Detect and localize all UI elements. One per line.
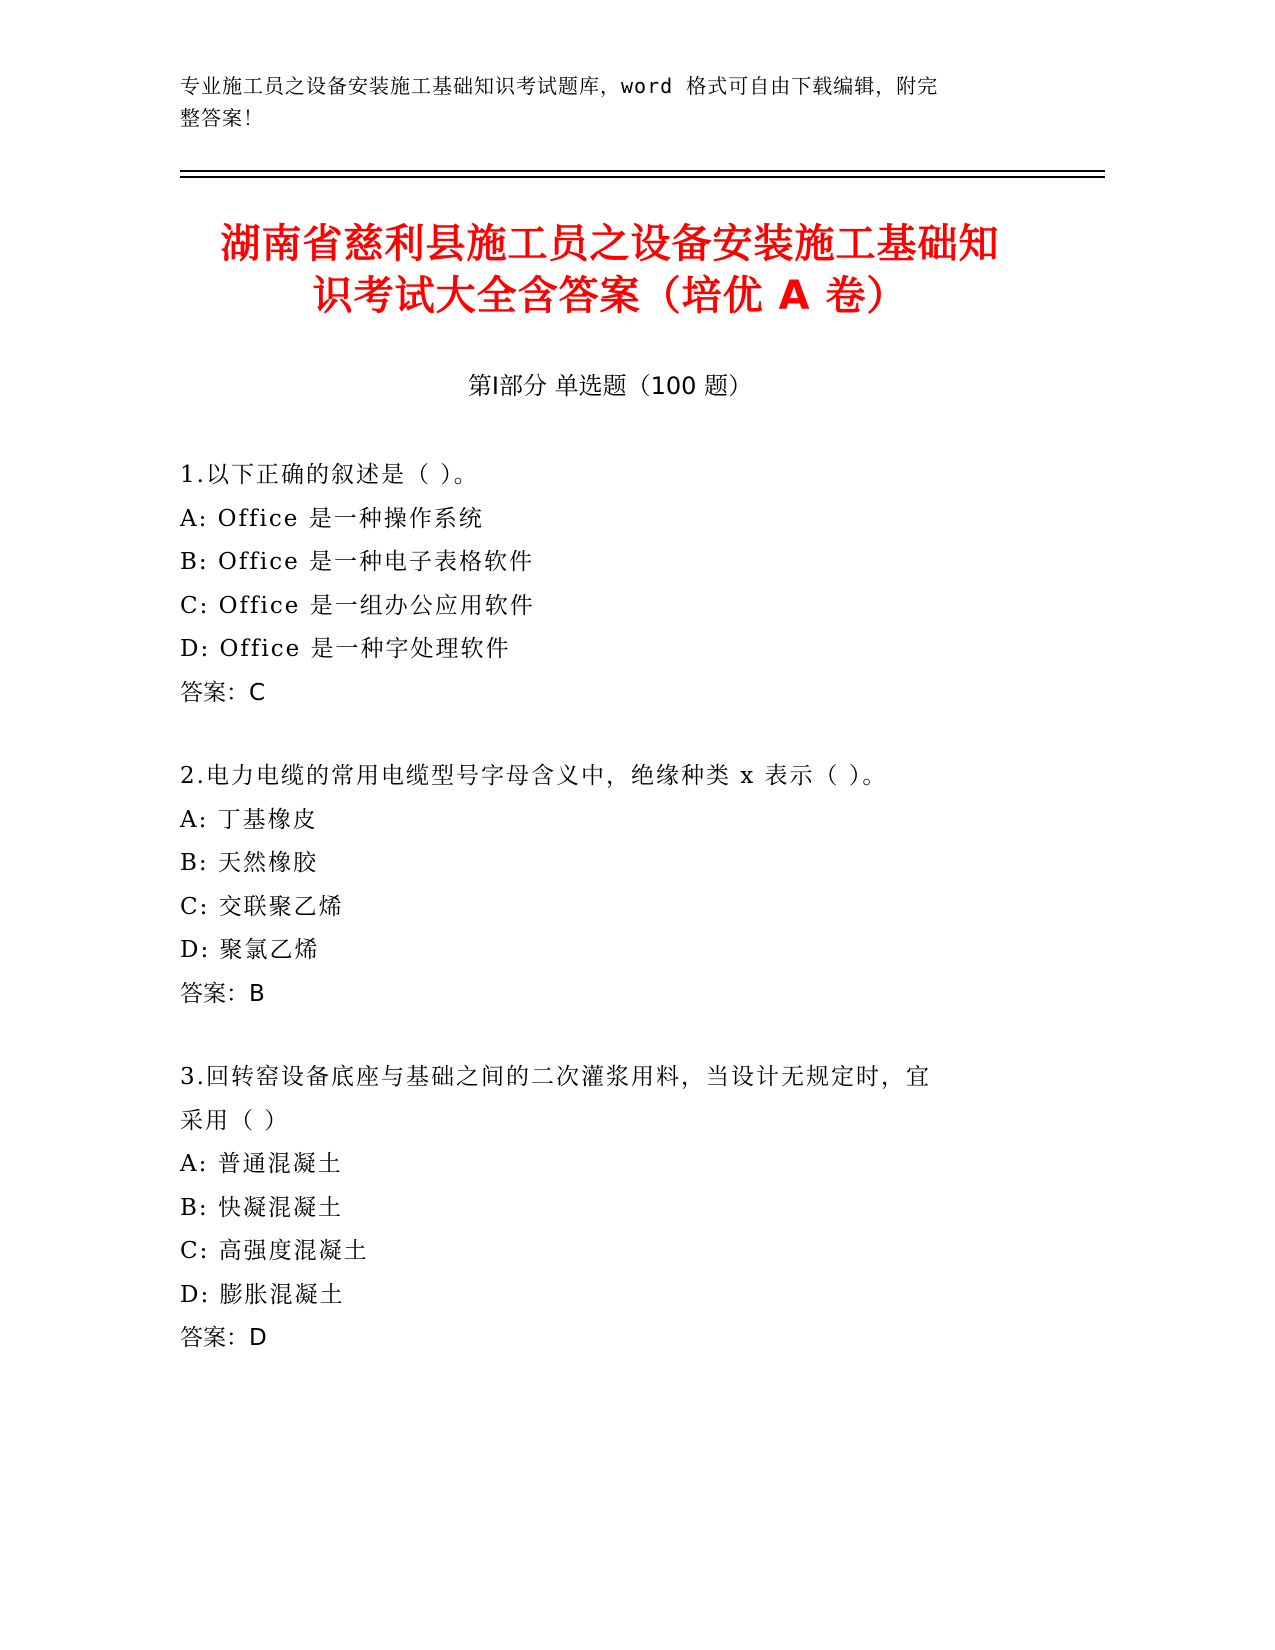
- option-c: C: 交联聚乙烯: [180, 893, 344, 920]
- question-item: [180, 1056, 1040, 1361]
- answer-line: 答案：C: [180, 679, 266, 706]
- question-stem: 1.以下正确的叙述是（ ）。: [180, 462, 479, 488]
- answer-line: 答案：D: [180, 1325, 267, 1351]
- document-title-line: 湖南省慈利县施工员之设备安装施工基础知: [220, 221, 1000, 267]
- question-stem: 3.回转窑设备底座与基础之间的二次灌浆用料，当设计无规定时，宜: [180, 1064, 931, 1090]
- option-b: B: 快凝混凝土: [180, 1194, 343, 1221]
- section-heading: 第Ⅰ部分 单选题（100 题）: [467, 372, 753, 400]
- question-item: [180, 755, 1040, 1016]
- option-c: C: Office 是一组办公应用软件: [180, 592, 535, 619]
- option-b: B: Office 是一种电子表格软件: [180, 549, 535, 575]
- option-a: A: Office 是一种操作系统: [180, 505, 484, 532]
- answer-line: 答案：B: [180, 980, 265, 1007]
- question-item: [180, 454, 1040, 715]
- header-note-line: 整答案！: [180, 106, 264, 130]
- question-list: [180, 454, 1040, 1401]
- option-a: A: 普通混凝土: [180, 1151, 343, 1177]
- document-title: [180, 218, 1040, 322]
- header-divider: [180, 176, 1105, 178]
- question-stem-continued: 采用（ ）: [180, 1107, 290, 1134]
- option-d: D: 膨胀混凝土: [180, 1281, 345, 1308]
- header-note-line: 专业施工员之设备安装施工基础知识考试题库，word 格式可自由下载编辑，附完: [180, 74, 939, 98]
- option-a: A: 丁基橡皮: [180, 806, 318, 833]
- header-note: [180, 70, 1040, 134]
- option-c: C: 高强度混凝土: [180, 1238, 369, 1264]
- header-divider: [180, 170, 1105, 172]
- option-d: D: Office 是一种字处理软件: [180, 636, 511, 662]
- question-stem: 2.电力电缆的常用电缆型号字母含义中，绝缘种类 x 表示（ ）。: [180, 763, 888, 789]
- document-title-line: 识考试大全含答案（培优 A 卷）: [312, 273, 908, 319]
- option-d: D: 聚氯乙烯: [180, 937, 320, 963]
- option-b: B: 天然橡胶: [180, 850, 318, 876]
